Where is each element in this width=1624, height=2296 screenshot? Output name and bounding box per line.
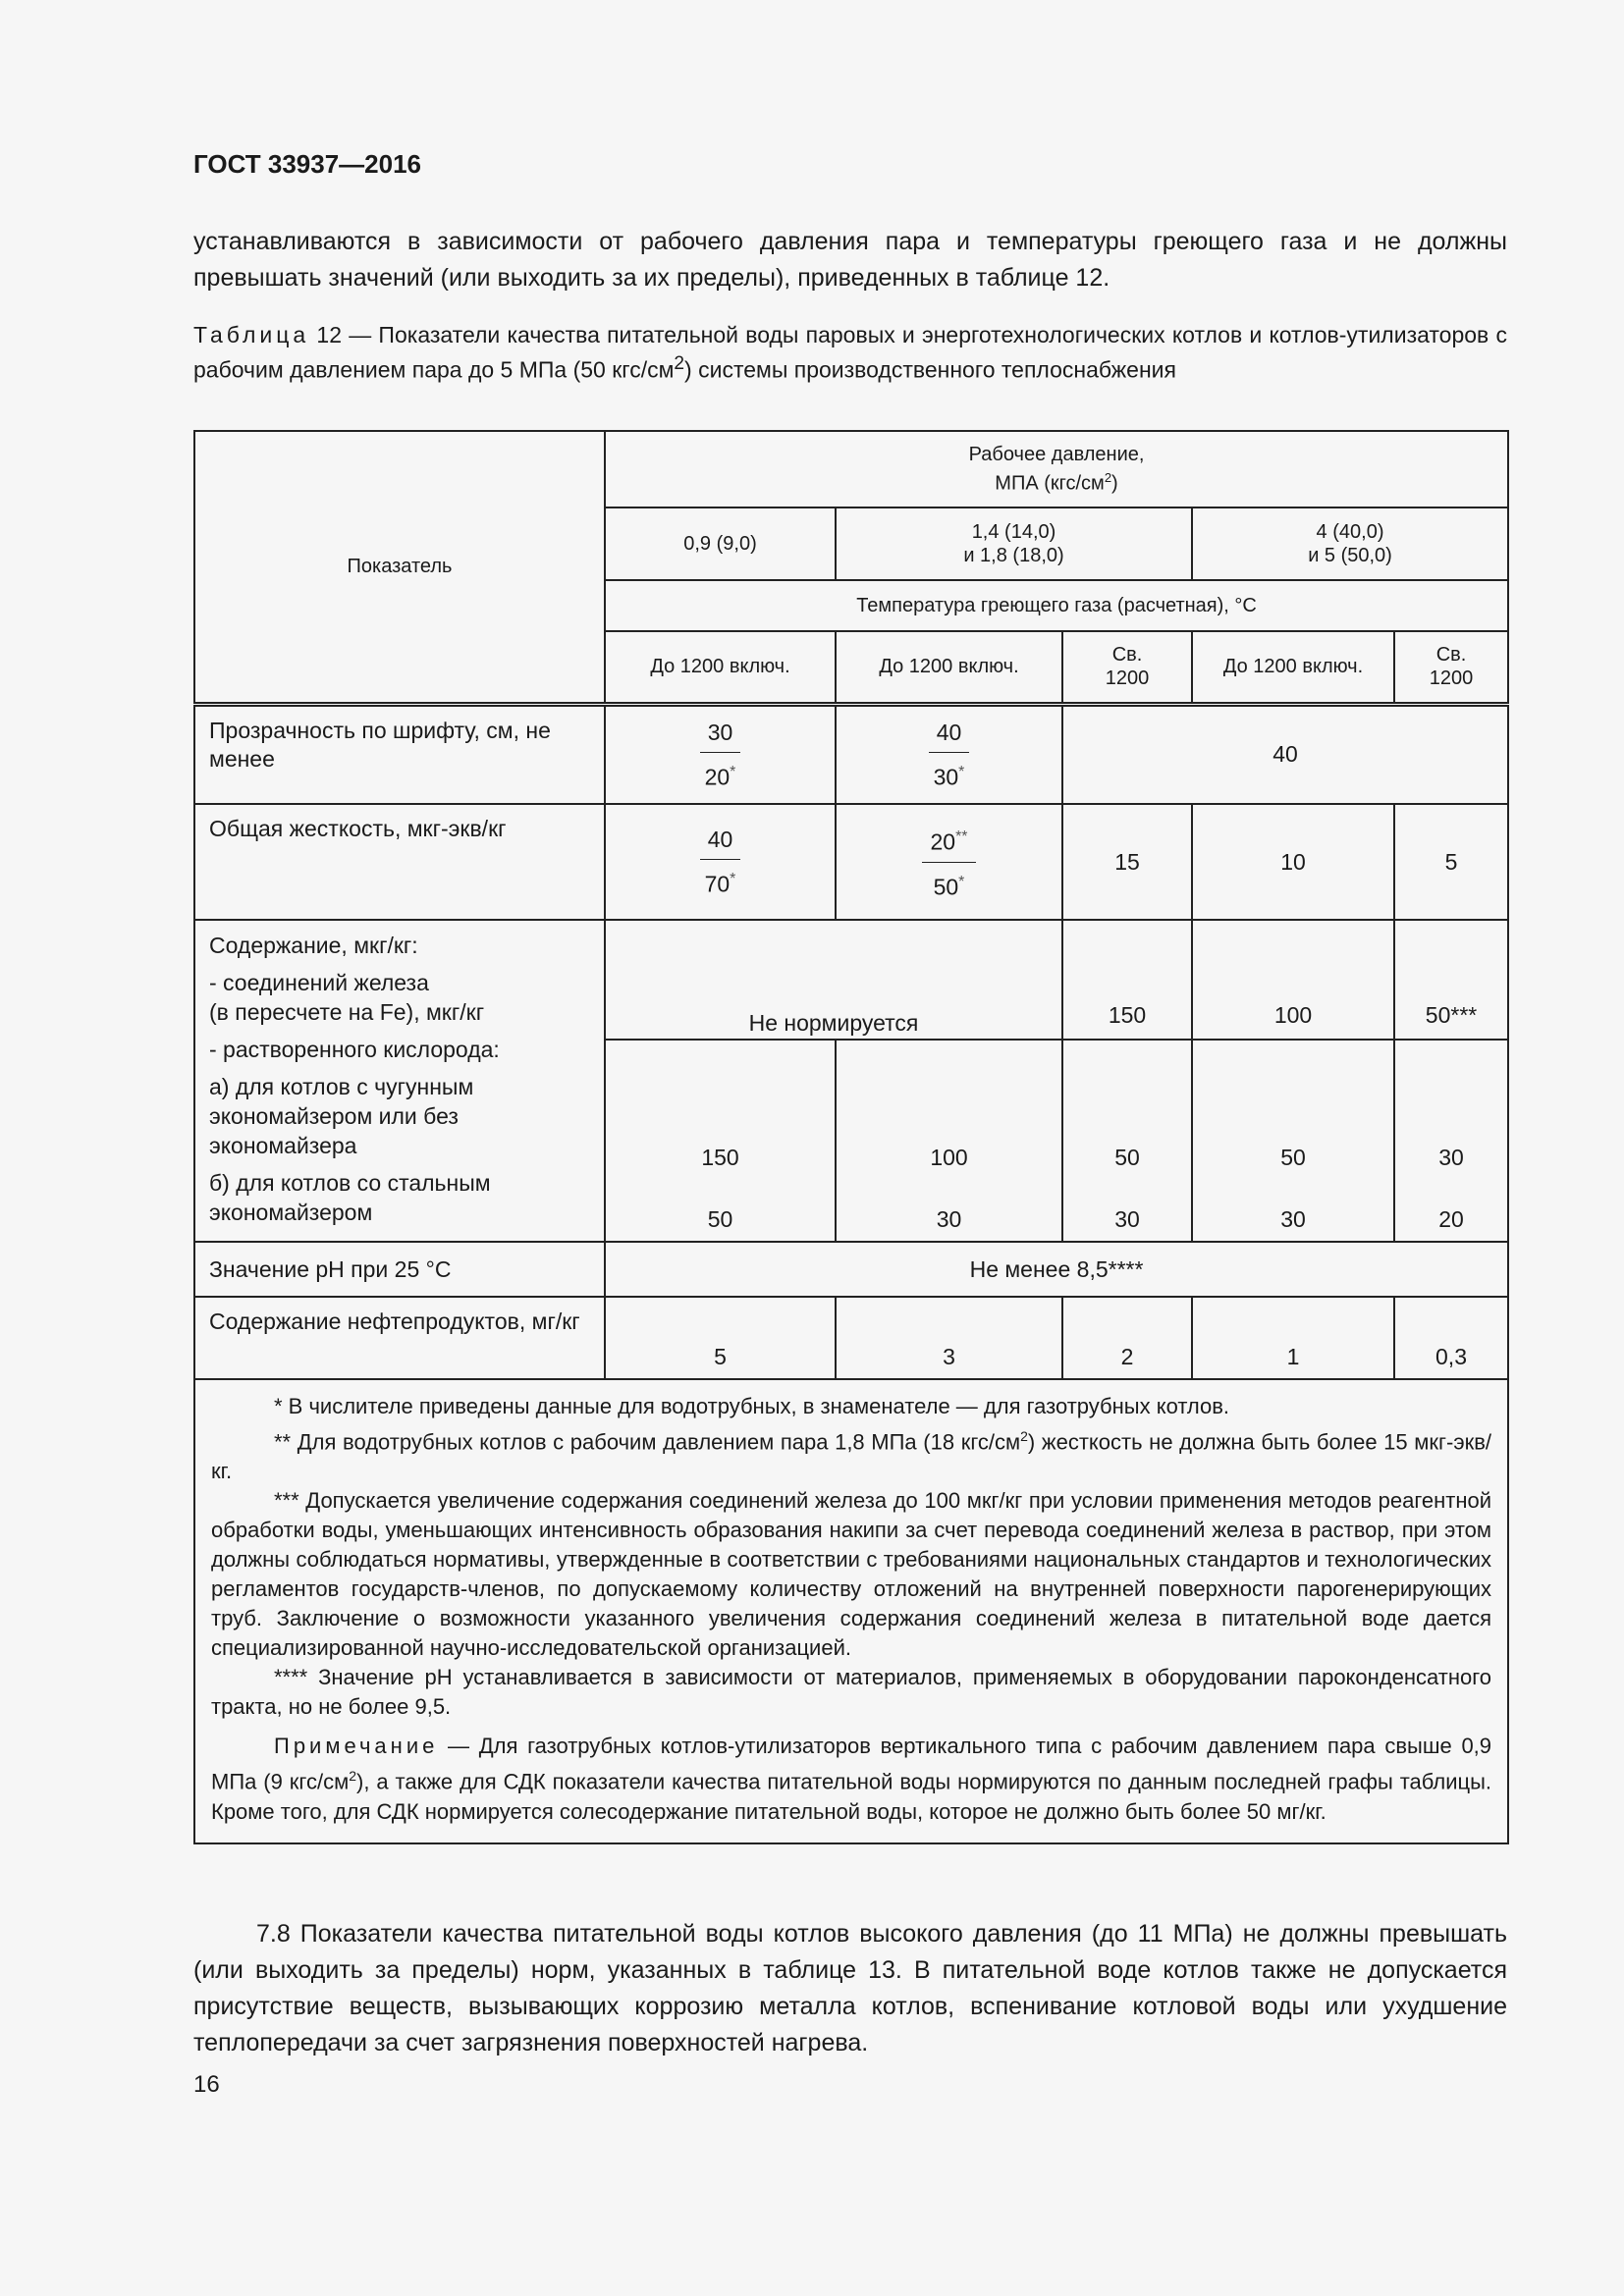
header-pressure-a: Рабочее давление, — [968, 444, 1145, 466]
iron-c5: 50*** — [1394, 920, 1508, 1040]
header-t4: До 1200 включ. — [1192, 631, 1394, 704]
oxygen-a-line2: экономайзером или без — [209, 1103, 459, 1129]
note-2a: ** Для водотрубных котлов с рабочим давлением пара 1,8 МПа (18 кгс/см — [274, 1429, 1021, 1455]
document-code: ГОСТ 33937—2016 — [193, 149, 421, 179]
transparency-c1 — [605, 704, 836, 804]
note-2b: ) жесткость не должна быть более 15 мкг-экв/кг. — [211, 1429, 1492, 1484]
table-row-notes — [194, 1379, 1508, 1843]
hardness-c1-mark: * — [730, 871, 736, 888]
hardness-c2-den: 50 — [933, 874, 959, 900]
table-row-ph — [194, 1242, 1508, 1297]
oil-c5: 0,3 — [1394, 1297, 1508, 1379]
note-2-sup: 2 — [1020, 1428, 1028, 1444]
iron-c3: 150 — [1062, 920, 1192, 1040]
oxygen-a-line3: экономайзера — [209, 1133, 357, 1158]
oxygen-a-c5: 30 — [1438, 1145, 1464, 1170]
table-caption — [193, 320, 1507, 385]
oil-c2: 3 — [836, 1297, 1062, 1379]
header-indicator: Показатель — [194, 431, 605, 704]
header-p3a: 4 (40,0) — [1316, 521, 1384, 543]
table-notes — [194, 1379, 1508, 1843]
oxygen-b-line2: экономайзером — [209, 1200, 373, 1225]
oxygen-c5 — [1394, 1040, 1508, 1242]
oil-label: Содержание нефтепродуктов, мг/кг — [194, 1297, 605, 1379]
header-t3 — [1062, 631, 1192, 704]
hardness-c4: 10 — [1192, 804, 1394, 920]
oxygen-b-c4: 30 — [1280, 1206, 1306, 1232]
hardness-c2-num: 20 — [930, 828, 956, 855]
table-row-oil — [194, 1297, 1508, 1379]
oxygen-a-c4: 50 — [1280, 1145, 1306, 1170]
transparency-c2 — [836, 704, 1062, 804]
remark-text-a: — Для газотрубных котлов-утилизаторов вертикального типа с рабочим давлением пара свыше 0,9 МПа (9 кгс/см — [211, 1734, 1492, 1794]
note-4: **** Значение pH устанавливается в зависимости от материалов, применяемых в оборудовании пароконденсатного тракта, но не более 9,5. — [211, 1665, 1492, 1720]
header-t1: До 1200 включ. — [605, 631, 836, 704]
header-t5b: 1200 — [1429, 667, 1474, 690]
transparency-c1-den: 20 — [704, 764, 731, 790]
hardness-c1 — [605, 804, 836, 920]
hardness-c2-num-mark: ** — [955, 828, 968, 845]
caption-number: 12 — [316, 322, 342, 347]
oil-c1: 5 — [605, 1297, 836, 1379]
iron-label-b: (в пересчете на Fe), мкг/кг — [209, 999, 485, 1025]
hardness-c5: 5 — [1394, 804, 1508, 920]
content-label: Содержание, мкг/кг: — [209, 933, 418, 958]
transparency-c1-mark: * — [730, 763, 736, 780]
content-label-cell — [194, 920, 605, 1242]
oxygen-c2 — [836, 1040, 1062, 1242]
hardness-c2 — [836, 804, 1062, 920]
oxygen-b-c3: 30 — [1114, 1206, 1140, 1232]
header-temperature: Температура греющего газа (расчетная), °C — [605, 580, 1508, 631]
table-row-transparency — [194, 704, 1508, 804]
caption-text-a: — Показатели качества питательной воды паровых и энерготехнологических котлов и котлов-утилизаторов с рабочим давлением пара до 5 МПа (50 кгс/см — [193, 322, 1507, 383]
transparency-c2-mark: * — [958, 763, 965, 780]
caption-sup: 2 — [674, 353, 685, 374]
oxygen-c1 — [605, 1040, 836, 1242]
note-1: * В числителе приведены данные для водотрубных, в знаменателе — для газотрубных котлов. — [274, 1394, 1230, 1418]
remark-text-b: ), а также для СДК показатели качества питательной воды нормируются по данным последней графы таблицы. Кроме того, для СДК нормируется солесодержание питательной воды, которое не должно быть более 50 мг/кг. — [211, 1769, 1492, 1824]
intro-paragraph: устанавливаются в зависимости от рабочего давления пара и температуры греющего газа и не должны превышать значений (или выходить за их пределы), приведенных в таблице 12. — [193, 228, 1507, 292]
header-t3b: 1200 — [1105, 667, 1150, 690]
remark-label: Примечание — [274, 1734, 439, 1759]
oxygen-label: - растворенного кислорода: — [209, 1037, 500, 1062]
ph-label: Значение pH при 25 °C — [194, 1242, 605, 1297]
header-p2a: 1,4 (14,0) — [971, 521, 1056, 543]
hardness-c3: 15 — [1062, 804, 1192, 920]
oxygen-b-c2: 30 — [936, 1206, 962, 1232]
oxygen-a-c2: 100 — [930, 1145, 968, 1170]
ph-value: Не менее 8,5**** — [605, 1242, 1508, 1297]
hardness-c2-mark: * — [958, 873, 965, 890]
paragraph-7-8-text: 7.8 Показатели качества питательной воды котлов высокого давления (до 11 МПа) не должны превышать (или выходить за пределы) норм, указанных в таблице 13. В питательной воде котлов также не допускается присутствие веществ, вызывающих коррозию металла котлов, вспенивание котловой воды или ухудшение теплопередачи за счет загрязнения поверхностей нагрева. — [193, 1920, 1507, 2056]
header-t5 — [1394, 631, 1508, 704]
oxygen-b-line1: б) для котлов со стальным — [209, 1170, 491, 1196]
iron-not-normalized: Не нормируется — [605, 920, 1062, 1040]
header-pressure-c: ) — [1111, 472, 1118, 495]
header-t2: До 1200 включ. — [836, 631, 1062, 704]
hardness-label: Общая жесткость, мкг-экв/кг — [194, 804, 605, 920]
header-p3 — [1192, 507, 1508, 580]
paragraph-7-8 — [193, 1916, 1507, 2061]
note-3: *** Допускается увеличение содержания соединений железа до 100 мкг/кг при условии применения методов реагентной обработки воды, уменьшающих интенсивность образования накипи за счет перевода соединений железа в раствор, при этом должны соблюдаться нормативы, утвержденные в соответствии с требованиями национальных стандартов и технологических регламентов государств-членов, по допускаемому количеству отложений на внутренней поверхности парогенерирующих труб. Заключение о возможности указанного увеличения содержания соединений железа в питательной воде дается специализированной научно-исследовательской организацией. — [211, 1488, 1492, 1661]
transparency-c2-num: 40 — [929, 716, 970, 753]
oil-c3: 2 — [1062, 1297, 1192, 1379]
oil-c4: 1 — [1192, 1297, 1394, 1379]
water-quality-table — [193, 430, 1509, 1844]
table-row-hardness — [194, 804, 1508, 920]
note-2 — [211, 1421, 1491, 1486]
header-p2 — [836, 507, 1192, 580]
hardness-c1-num: 40 — [700, 823, 741, 860]
header-pressure — [605, 431, 1508, 507]
transparency-label: Прозрачность по шрифту, см, не менее — [194, 704, 605, 804]
transparency-c3: 40 — [1062, 704, 1508, 804]
header-t5a: Св. — [1435, 644, 1467, 667]
oxygen-b-c5: 20 — [1438, 1206, 1464, 1232]
caption-label: Таблица — [193, 322, 310, 347]
oxygen-c3 — [1062, 1040, 1192, 1242]
remark — [211, 1732, 1491, 1826]
oxygen-c4 — [1192, 1040, 1394, 1242]
table-row-iron — [194, 920, 1508, 1040]
transparency-c2-den: 30 — [933, 764, 959, 790]
header-p3b: и 5 (50,0) — [1308, 545, 1392, 566]
iron-label-a: - соединений железа — [209, 970, 429, 995]
oxygen-a-c3: 50 — [1114, 1145, 1140, 1170]
header-p1: 0,9 (9,0) — [605, 507, 836, 580]
iron-c4: 100 — [1192, 920, 1394, 1040]
header-pressure-b: МПА (кгс/см — [995, 472, 1105, 495]
oxygen-a-line1: а) для котлов с чугунным — [209, 1074, 474, 1099]
page-number: 16 — [193, 2071, 220, 2098]
header-pressure-sup: 2 — [1104, 470, 1112, 486]
oxygen-a-c1: 150 — [701, 1145, 739, 1170]
hardness-c1-den: 70 — [704, 871, 731, 897]
transparency-c1-num: 30 — [700, 716, 741, 753]
header-p2b: и 1,8 (18,0) — [963, 545, 1064, 566]
header-t3a: Св. — [1111, 644, 1143, 667]
remark-sup: 2 — [349, 1768, 356, 1785]
caption-text-b: ) системы производственного теплоснабжения — [684, 356, 1176, 383]
oxygen-b-c1: 50 — [707, 1206, 733, 1232]
